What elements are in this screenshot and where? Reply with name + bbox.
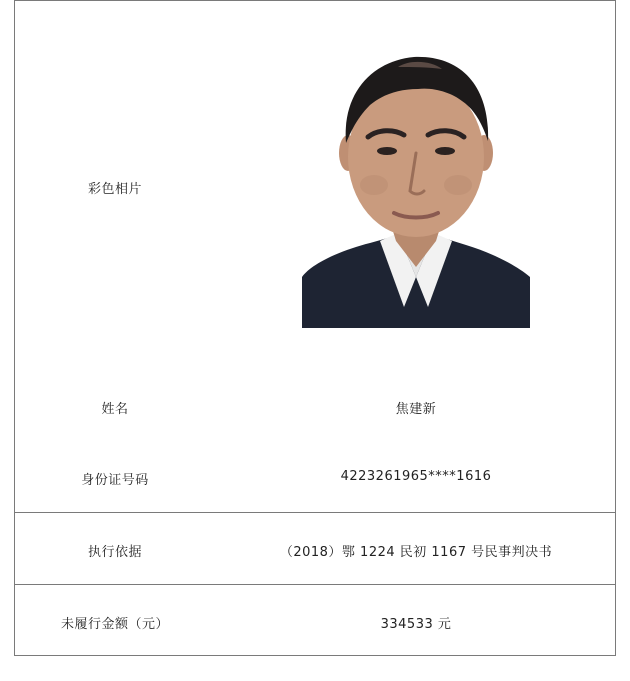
name-label: 姓名 (101, 402, 129, 417)
unpaid-amount-value: 334533 元 (380, 617, 452, 632)
row-divider (15, 584, 615, 585)
basis-value: （2018）鄂 1224 民初 1167 号民事判决书 (279, 545, 553, 560)
id-number-label: 身份证号码 (81, 473, 149, 488)
row-divider (15, 512, 615, 513)
portrait-photo (302, 45, 530, 328)
portrait-photo-icon (302, 45, 530, 328)
record-table (14, 0, 616, 656)
unpaid-amount-label: 未履行金额（元） (60, 617, 169, 632)
name-value: 焦建新 (395, 402, 437, 417)
photo-label: 彩色相片 (87, 182, 142, 197)
id-number-value: 4223261965****1616 (340, 469, 492, 484)
basis-label: 执行依据 (87, 545, 142, 560)
